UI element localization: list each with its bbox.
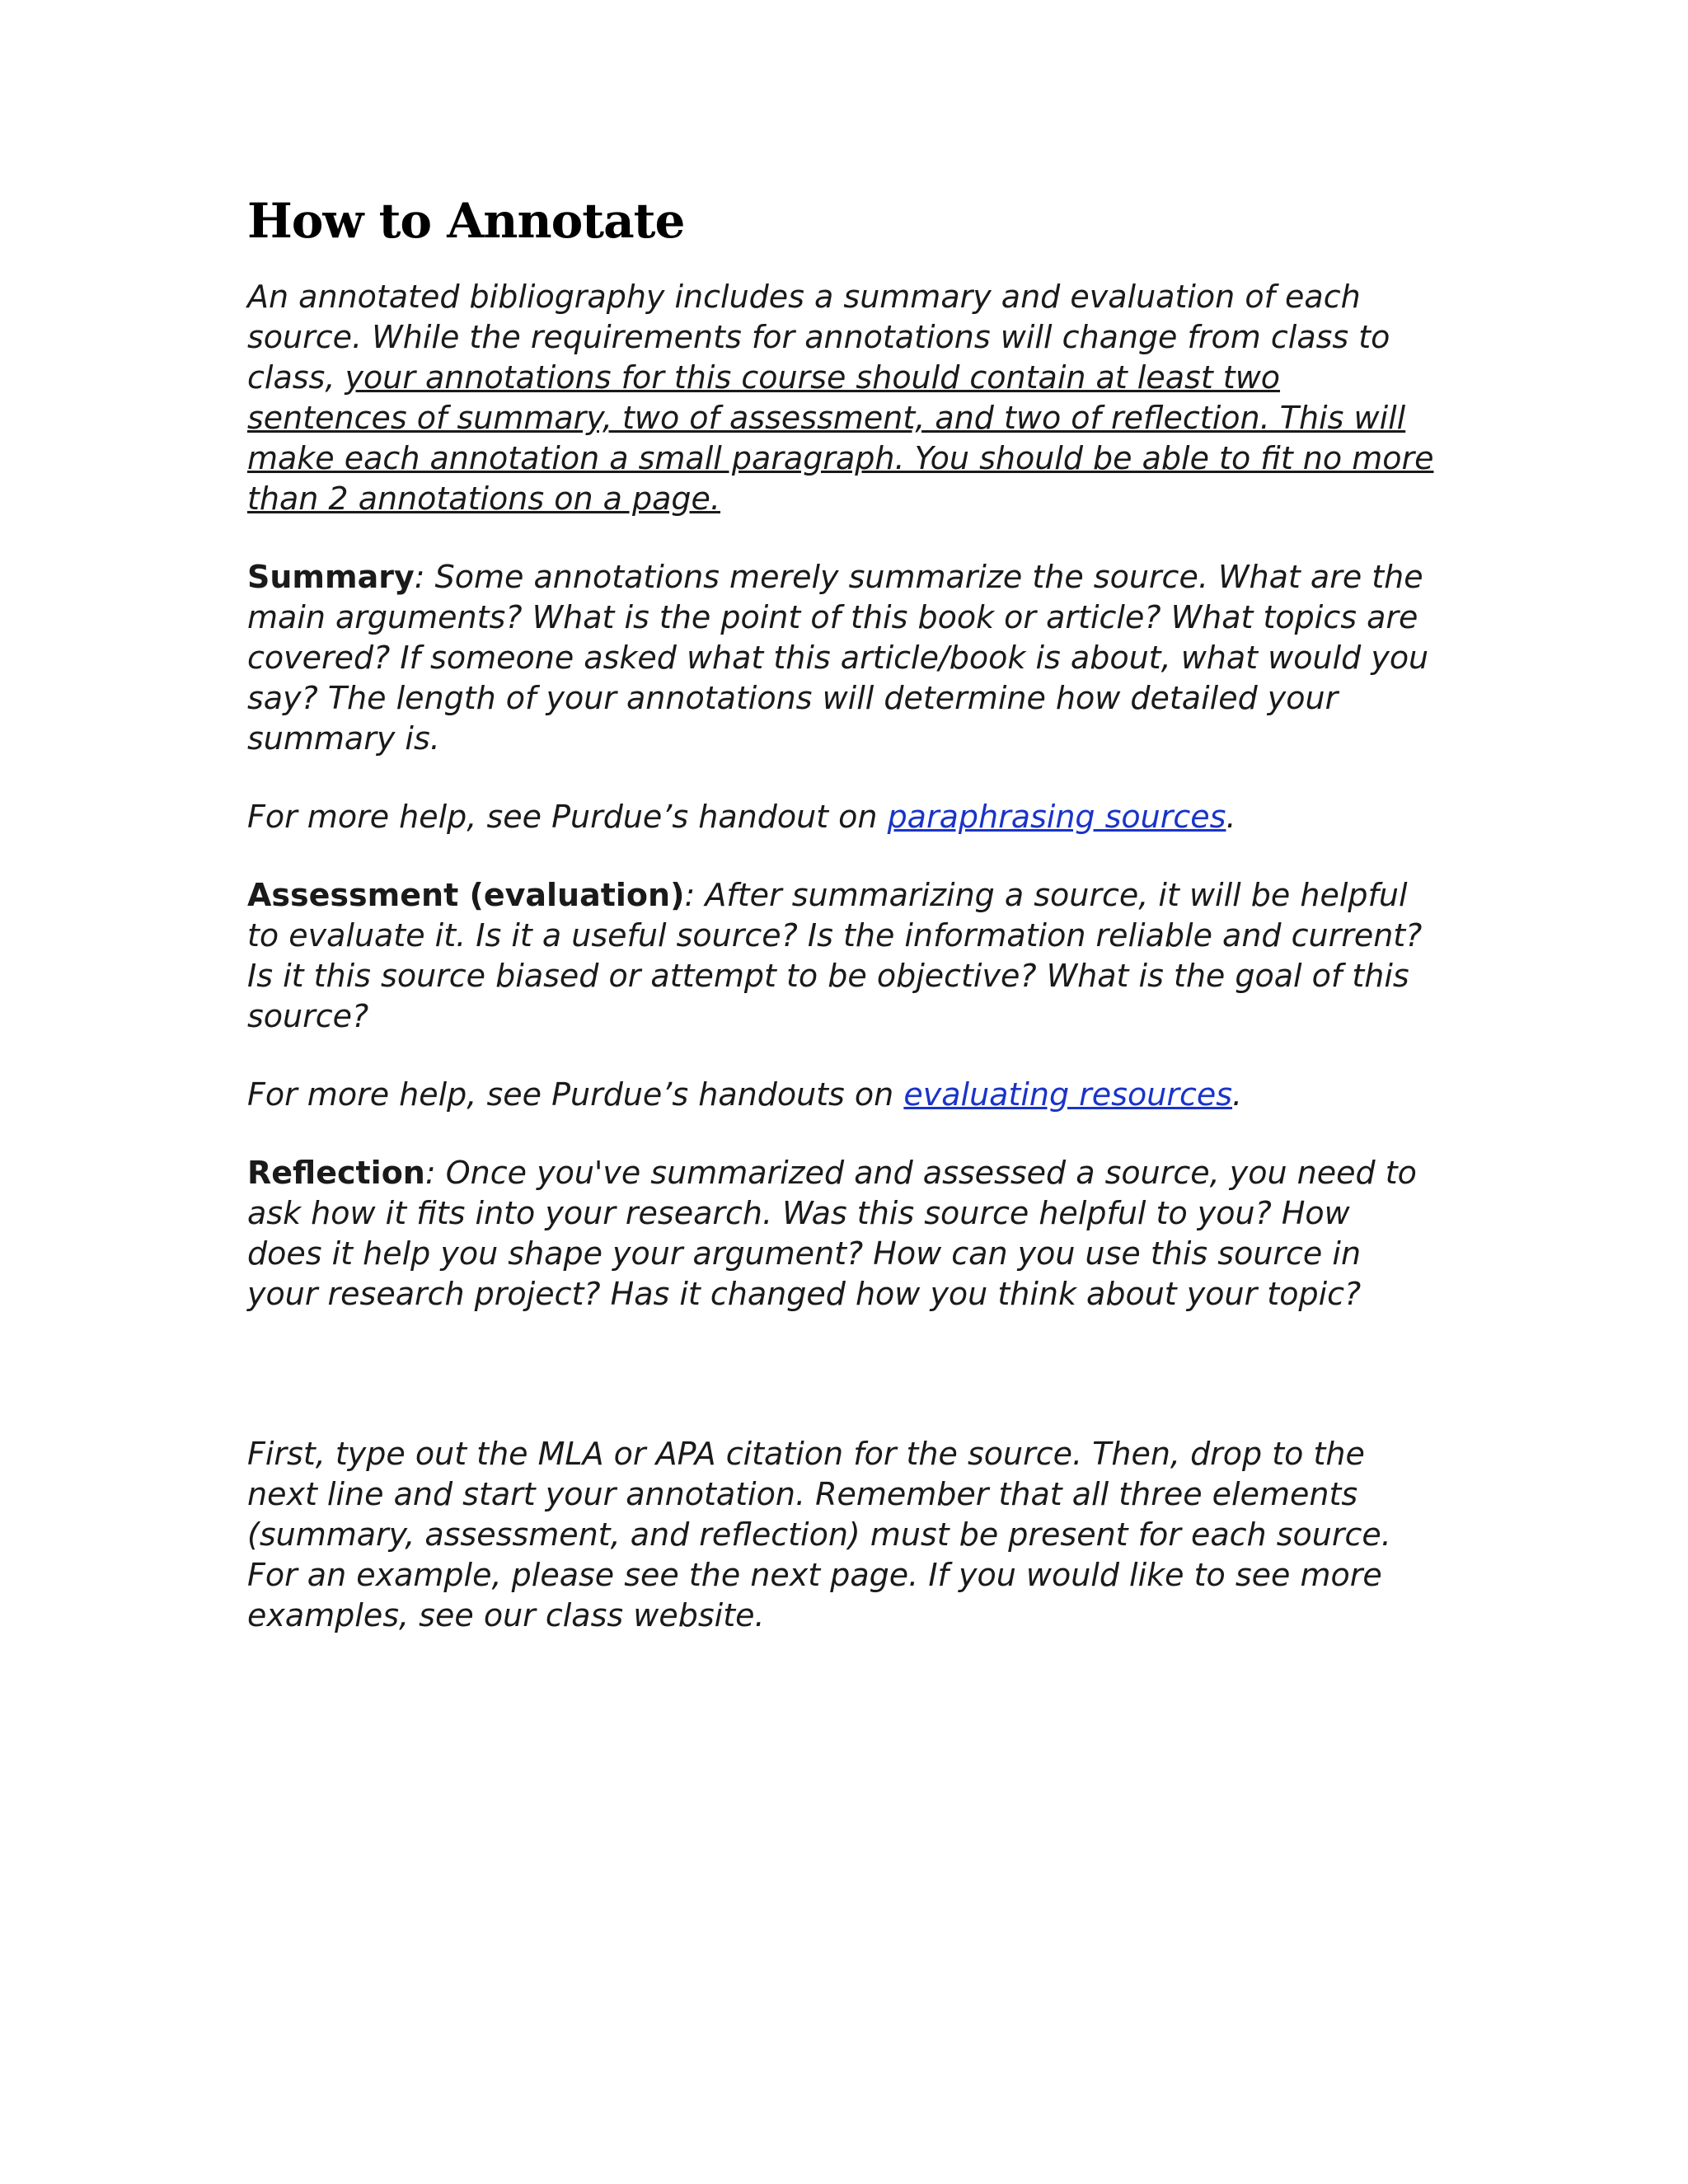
assessment-label: Assessment (evaluation) [247,877,685,913]
spacer [247,837,1434,875]
spacer [247,519,1434,557]
reflection-paragraph [247,1153,1434,1315]
summary-help-paragraph [247,797,1434,837]
intro-paragraph [247,277,1434,519]
assessment-help-suffix: . [1232,1076,1243,1113]
assessment-help-prefix: For more help, see Purdue’s handouts on [247,1076,904,1113]
intro-text: An annotated bibliography includes a summary and evaluation of each source. While the requirements for annotations will change from class to class, [247,279,1390,396]
summary-paragraph [247,557,1434,759]
assessment-paragraph [247,875,1434,1037]
summary-label: Summary [247,559,415,595]
assessment-text: : After summarizing a source, it will be helpful to evaluate it. Is it a useful source? Is the information reliable and current? Is it this source biased or attempt to be objective? What is the goal of this source? [247,877,1423,1034]
paraphrasing-sources-link[interactable]: paraphrasing sources [887,799,1226,835]
summary-help-suffix: . [1226,799,1236,835]
page-title: How to Annotate [247,193,685,249]
reflection-label: Reflection [247,1155,425,1191]
spacer [247,1115,1434,1153]
summary-text: : Some annotations merely summarize the source. What are the main arguments? What is the point of this book or article? What topics are covered? If someone asked what this article/book is about, what would you say? The length of your annotations will determine how detailed your summary is. [247,559,1429,757]
spacer [247,759,1434,797]
document-body [247,188,1434,1636]
spacer [247,1315,1434,1434]
reflection-text: : Once you've summarized and assessed a source, you need to ask how it fits into your research. Was this source helpful to you? How does it help you shape your argument? How can you use this source in your research project? Has it changed how you think about your topic? [247,1155,1417,1312]
instructions-paragraph: First, type out the MLA or APA citation for the source. Then, drop to the next line and start your annotation. Remember that all three elements (summary, assessment, and reflection) must be present for each source. For an example, please see the next page. If you would like to see more examples, see our class website. [247,1436,1391,1633]
assessment-help-paragraph [247,1075,1434,1115]
summary-help-prefix: For more help, see Purdue’s handout on [247,799,888,835]
intro-requirements-text: your annotations for this course should contain at least two sentences of summary, two of assessment, and two of reflection. This will make each annotation a small paragraph. You should be able to fit no more than 2 annotations on a page. [247,359,1434,517]
spacer [247,1037,1434,1075]
evaluating-resources-link[interactable]: evaluating resources [903,1076,1233,1113]
